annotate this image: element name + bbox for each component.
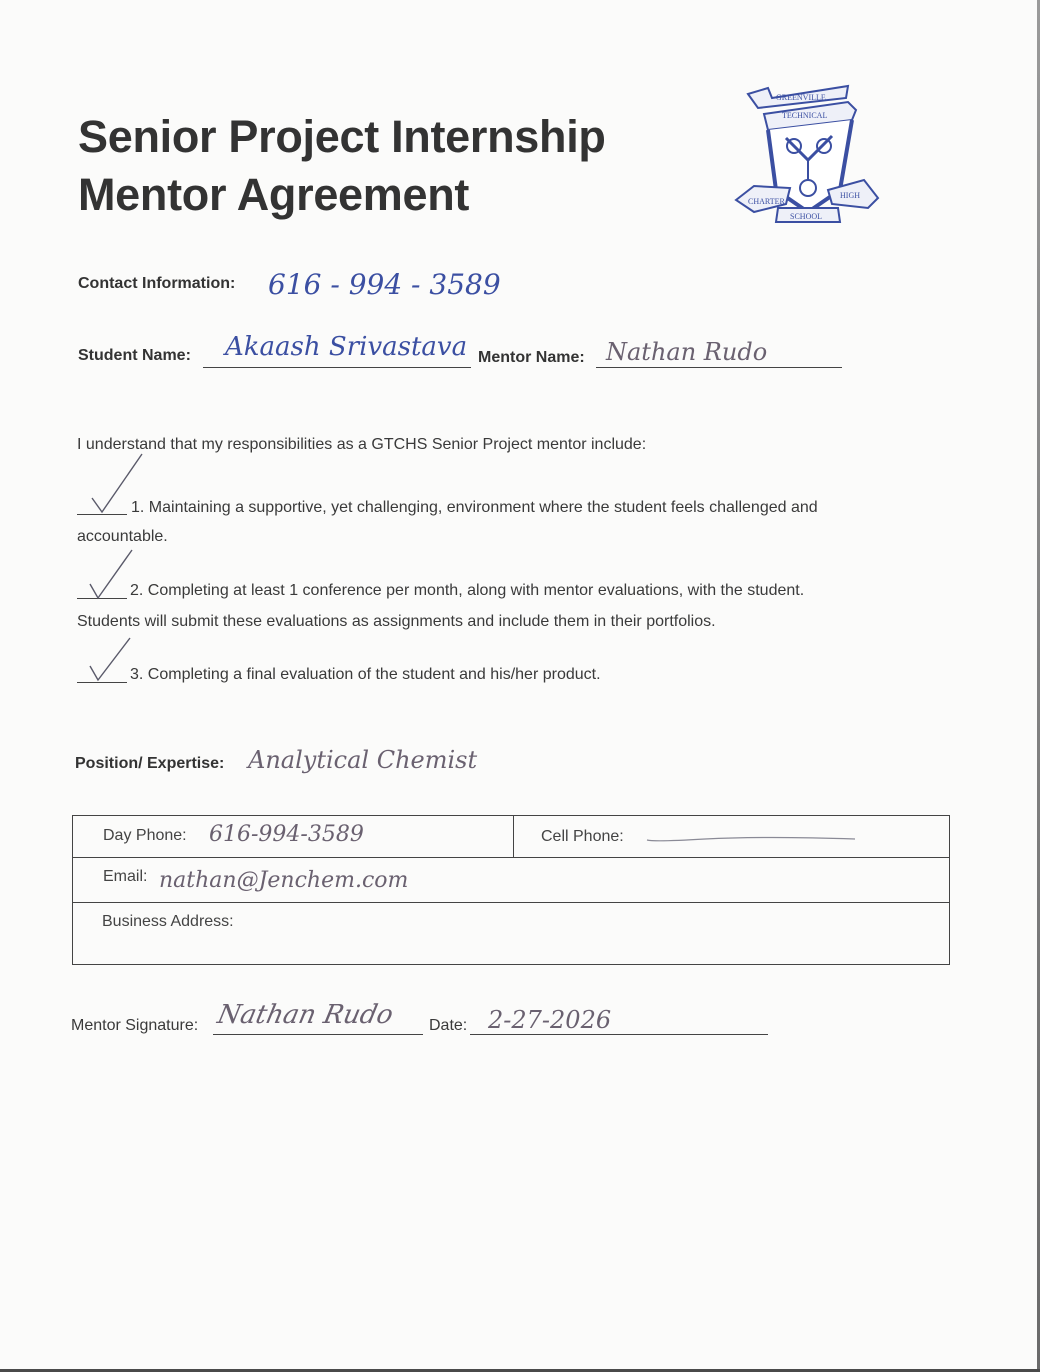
mentor-name-underline: [596, 367, 842, 368]
signature-underline: [213, 1034, 423, 1035]
cell-phone-label: Cell Phone:: [541, 828, 624, 845]
date-label: Date:: [429, 1017, 468, 1034]
student-name-underline: [203, 367, 471, 368]
position-expertise-value[interactable]: Analytical Chemist: [248, 746, 478, 774]
table-column-divider: [513, 816, 514, 857]
responsibility-2-line2: Students will submit these evaluations as assignments and include them in their portfolios.: [77, 613, 716, 630]
responsibilities-intro: I understand that my responsibilities as a GTCHS Senior Project mentor include:: [77, 436, 647, 453]
crest-text-right: HIGH: [840, 191, 860, 200]
school-crest-logo: [728, 80, 888, 230]
mentor-name-label: Mentor Name:: [478, 349, 585, 366]
position-expertise-label: Position/ Expertise:: [75, 755, 225, 772]
crest-text-left: CHARTER: [748, 197, 785, 206]
responsibility-2-line1: 2. Completing at least 1 conference per month, along with mentor evaluations, with the student.: [130, 582, 805, 599]
crest-text-top2: TECHNICAL: [782, 111, 828, 120]
mentor-signature-label: Mentor Signature:: [71, 1017, 199, 1034]
crest-text-bottom: SCHOOL: [790, 212, 823, 221]
mentor-contact-table: [72, 815, 950, 965]
mentor-signature-value[interactable]: Nathan Rudo: [214, 1000, 396, 1030]
student-name-value[interactable]: Akaash Srivastava: [225, 332, 468, 362]
responsibility-3-line1: 3. Completing a final evaluation of the student and his/her product.: [130, 666, 601, 683]
date-underline: [470, 1034, 768, 1035]
student-name-label: Student Name:: [78, 347, 191, 364]
title-line-2: Mentor Agreement: [78, 169, 470, 220]
email-value[interactable]: nathan@Jenchem.com: [159, 868, 409, 893]
responsibility-1-line2: accountable.: [77, 528, 168, 545]
day-phone-value[interactable]: 616-994-3589: [209, 822, 364, 847]
contact-info-label: Contact Information:: [78, 275, 236, 292]
mentor-name-value[interactable]: Nathan Rudo: [606, 338, 768, 366]
contact-info-value[interactable]: 616 - 994 - 3589: [268, 268, 501, 301]
day-phone-label: Day Phone:: [103, 827, 187, 844]
title-line-1: Senior Project Internship: [78, 111, 606, 162]
document-title: [78, 108, 606, 224]
email-label: Email:: [103, 868, 148, 885]
crest-text-top1: GREENVILLE: [776, 93, 826, 102]
business-address-label: Business Address:: [102, 913, 234, 930]
date-value[interactable]: 2-27-2026: [488, 1006, 612, 1034]
responsibility-1-line1: 1. Maintaining a supportive, yet challenging, environment where the student feels challenged and: [131, 499, 818, 516]
cell-phone-value[interactable]: [645, 834, 857, 844]
